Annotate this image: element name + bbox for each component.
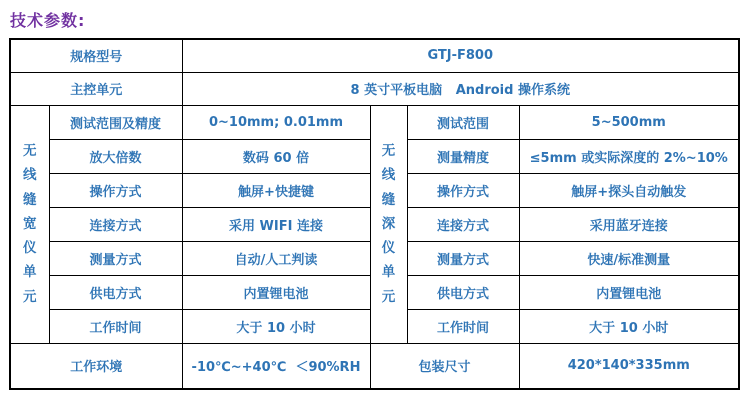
param-label-cell: 工作时间 — [49, 309, 182, 343]
table-row — [10, 72, 739, 105]
param-label-cell: 操作方式 — [49, 173, 182, 207]
technical-parameters-table — [9, 38, 740, 390]
param-value-cell: ≤5mm 或实际深度的 2%~10% — [519, 139, 739, 173]
environment-value: -10℃~+40℃ ＜90%RH — [182, 343, 370, 389]
spec-model-label: 规格型号 — [10, 39, 182, 72]
table-row — [10, 343, 739, 389]
param-label-cell: 测试范围及精度 — [49, 105, 182, 139]
param-value-cell: 内置锂电池 — [182, 275, 370, 309]
param-value-cell: 采用蓝牙连接 — [519, 207, 739, 241]
environment-label: 工作环境 — [10, 343, 182, 389]
spec-model-value: GTJ-F800 — [182, 39, 739, 72]
main-control-label: 主控单元 — [10, 72, 182, 105]
param-label-cell: 测量方式 — [407, 241, 519, 275]
spec-sheet-page — [0, 8, 745, 407]
depth-unit-vertical-title-cell — [370, 105, 407, 343]
param-value-cell: 大于 10 小时 — [182, 309, 370, 343]
param-value-cell: 5~500mm — [519, 105, 739, 139]
param-value-cell: 大于 10 小时 — [519, 309, 739, 343]
param-label-cell: 工作时间 — [407, 309, 519, 343]
param-label-cell: 操作方式 — [407, 173, 519, 207]
param-value-cell: 自动/人工判读 — [182, 241, 370, 275]
width-unit-vertical-title-cell — [10, 105, 49, 343]
page-title: 技术参数: — [10, 11, 86, 30]
param-value-cell: 内置锂电池 — [519, 275, 739, 309]
param-value-cell: 触屏+快捷键 — [182, 173, 370, 207]
param-label-cell: 测量方式 — [49, 241, 182, 275]
param-value-cell: 采用 WIFI 连接 — [182, 207, 370, 241]
param-value-cell: 触屏+探头自动触发 — [519, 173, 739, 207]
param-label-cell: 供电方式 — [49, 275, 182, 309]
width-unit-vertical-title: 无线缝宽仪单元 — [22, 142, 37, 305]
package-value: 420*140*335mm — [519, 343, 739, 389]
param-label-cell: 连接方式 — [407, 207, 519, 241]
param-value-cell: 0~10mm; 0.01mm — [182, 105, 370, 139]
table-row — [10, 39, 739, 72]
param-label-cell: 测试范围 — [407, 105, 519, 139]
param-label-cell: 测量精度 — [407, 139, 519, 173]
param-label-cell: 放大倍数 — [49, 139, 182, 173]
table-row — [10, 105, 739, 139]
depth-unit-vertical-title: 无线缝深仪单元 — [381, 142, 396, 305]
param-label-cell: 供电方式 — [407, 275, 519, 309]
param-label-cell: 连接方式 — [49, 207, 182, 241]
param-value-cell: 数码 60 倍 — [182, 139, 370, 173]
param-value-cell: 快速/标准测量 — [519, 241, 739, 275]
package-label: 包装尺寸 — [370, 343, 519, 389]
main-control-value: 8 英寸平板电脑 Android 操作系统 — [182, 72, 739, 105]
